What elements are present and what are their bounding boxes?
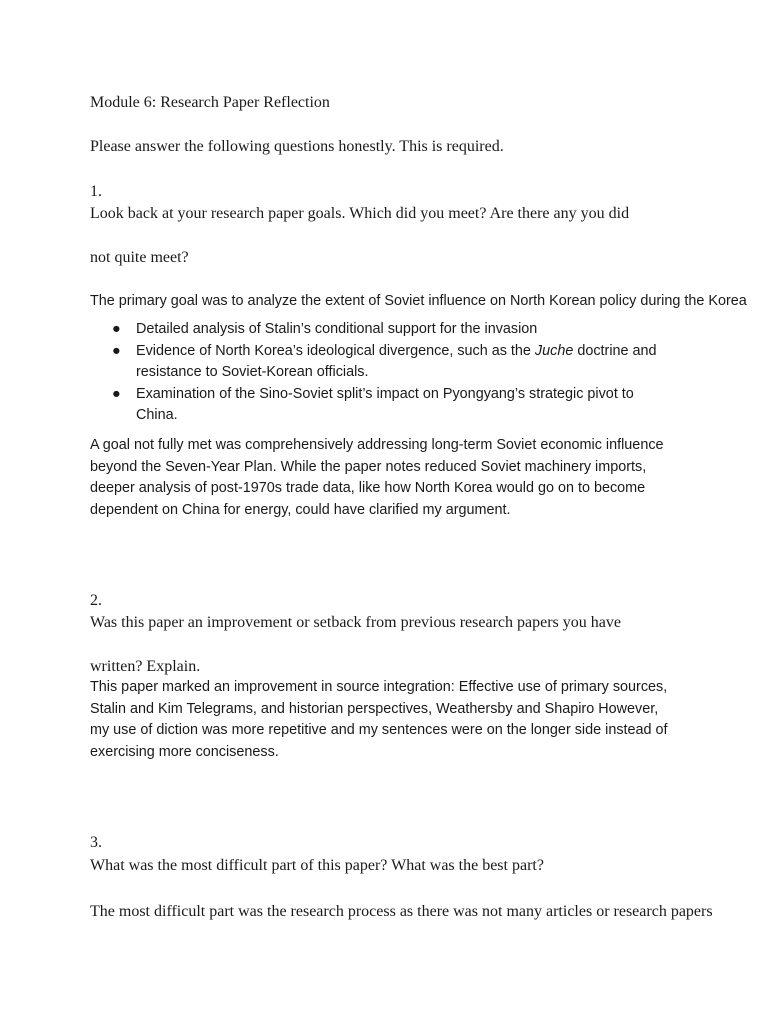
answer-2: This paper marked an improvement in source integration: Effective use of primary sources, Stalin and Kim Telegrams, and historian perspectives, Weathersby and Shapiro However, my use of diction was more repetitive and my sentences were on the longer side instead of exercising more conciseness. xyxy=(90,679,668,760)
bullet-icon: ● xyxy=(112,321,121,337)
list-item: ● Examination of the Sino-Soviet split’s impact on Pyongyang’s strategic pivot to China. xyxy=(112,385,634,423)
answer-1-intro: The primary goal was to analyze the extent of Soviet influence on North Korean policy during the Korea xyxy=(90,293,747,309)
question-3-number: 3. xyxy=(90,834,102,851)
answer-3-start: The most difficult part was the research process as there was not many articles or research papers xyxy=(90,903,713,920)
answer-1-bullet-list xyxy=(90,319,690,427)
question-2-text-line1: Was this paper an improvement or setback from previous research papers you have xyxy=(90,614,621,631)
answer-1-followup: A goal not fully met was comprehensively addressing long-term Soviet economic influence beyond the Seven-Year Plan. While the paper notes reduced Soviet machinery imports, deeper analysis of post-1970s trade data, like how North Korea would go on to become dependent on China for energy, could have clarified my argument. xyxy=(90,437,664,518)
question-3-text: What was the most difficult part of this paper? What was the best part? xyxy=(90,857,544,874)
bullet-icon: ● xyxy=(112,342,121,359)
list-item: ● Detailed analysis of Stalin’s conditional support for the invasion xyxy=(90,319,676,341)
question-1-text-line2: not quite meet? xyxy=(90,249,189,266)
question-1-number: 1. xyxy=(90,183,102,200)
bullet-icon: ● xyxy=(112,385,121,402)
list-item: ● Evidence of North Korea’s ideological divergence, such as the Juche doctrine and resistance to Soviet-Korean officials. xyxy=(112,342,657,380)
question-2-number: 2. xyxy=(90,592,102,609)
question-1-text-line1: Look back at your research paper goals. Which did you meet? Are there any you did xyxy=(90,205,630,222)
question-2-text-line2: written? Explain. xyxy=(90,658,201,675)
page-title: Module 6: Research Paper Reflection xyxy=(90,94,330,111)
instructions: Please answer the following questions honestly. This is required. xyxy=(90,138,504,155)
